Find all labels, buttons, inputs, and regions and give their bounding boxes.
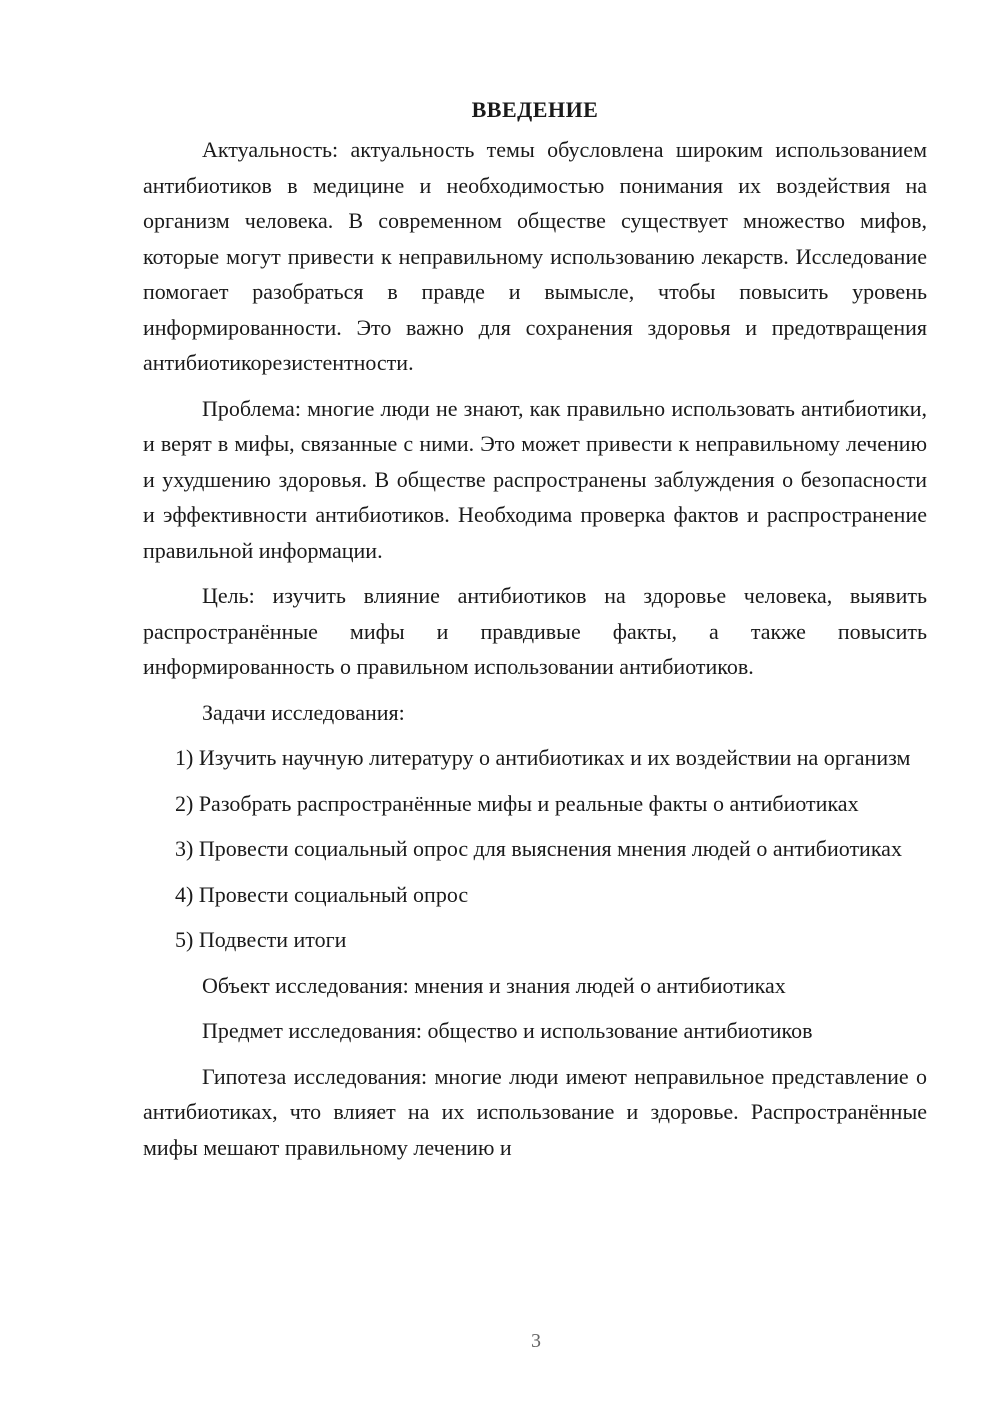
- tasks-heading: Задачи исследования:: [202, 699, 405, 725]
- task-item: 4) Провести социальный опрос: [175, 881, 469, 907]
- relevance-paragraph: Актуальность: актуальность темы обусловлена широким использованием антибиотиков в медицине и необходимостью понимания их воздействия на организм человека. В современном обществе существует множество мифов, которые могут привести к неправильному использованию лекарств. Исследование помогает разобраться в правде и вымысле, чтобы повысить уровень информированности. Это важно для сохранения здоровья и предотвращения антибиотикорезистентности.: [143, 137, 927, 375]
- task-item: 2) Разобрать распространённые мифы и реальные факты о антибиотиках: [175, 790, 859, 816]
- goal-paragraph: Цель: изучить влияние антибиотиков на здоровье человека, выявить распространённые мифы и правдивые факты, а также повысить информированность о правильном использовании антибиотиков.: [143, 583, 927, 679]
- object-paragraph: Объект исследования: мнения и знания людей о антибиотиках: [202, 972, 786, 998]
- task-item: 5) Подвести итоги: [175, 927, 347, 952]
- task-item: 1) Изучить научную литературу о антибиотиках и их воздействии на организм: [175, 745, 911, 770]
- subject-paragraph: Предмет исследования: общество и использование антибиотиков: [202, 1018, 813, 1043]
- document-page: [143, 92, 927, 1175]
- problem-paragraph: Проблема: многие люди не знают, как правильно использовать антибиотики, и верят в мифы, связанные с ними. Это может привести к неправильному лечению и ухудшению здоровья. В обществе распространены заблуждения о безопасности и эффективности антибиотиков. Необходима проверка фактов и распространение правильной информации.: [143, 395, 927, 563]
- page-number: 3: [531, 1330, 541, 1352]
- section-title: ВВЕДЕНИЕ: [471, 97, 599, 122]
- task-item: 3) Провести социальный опрос для выяснения мнения людей о антибиотиках: [175, 836, 902, 861]
- hypothesis-paragraph: Гипотеза исследования: многие люди имеют неправильное представление о антибиотиках, что влияет на их использование и здоровье. Распространённые мифы мешают правильному лечению и: [143, 1063, 927, 1160]
